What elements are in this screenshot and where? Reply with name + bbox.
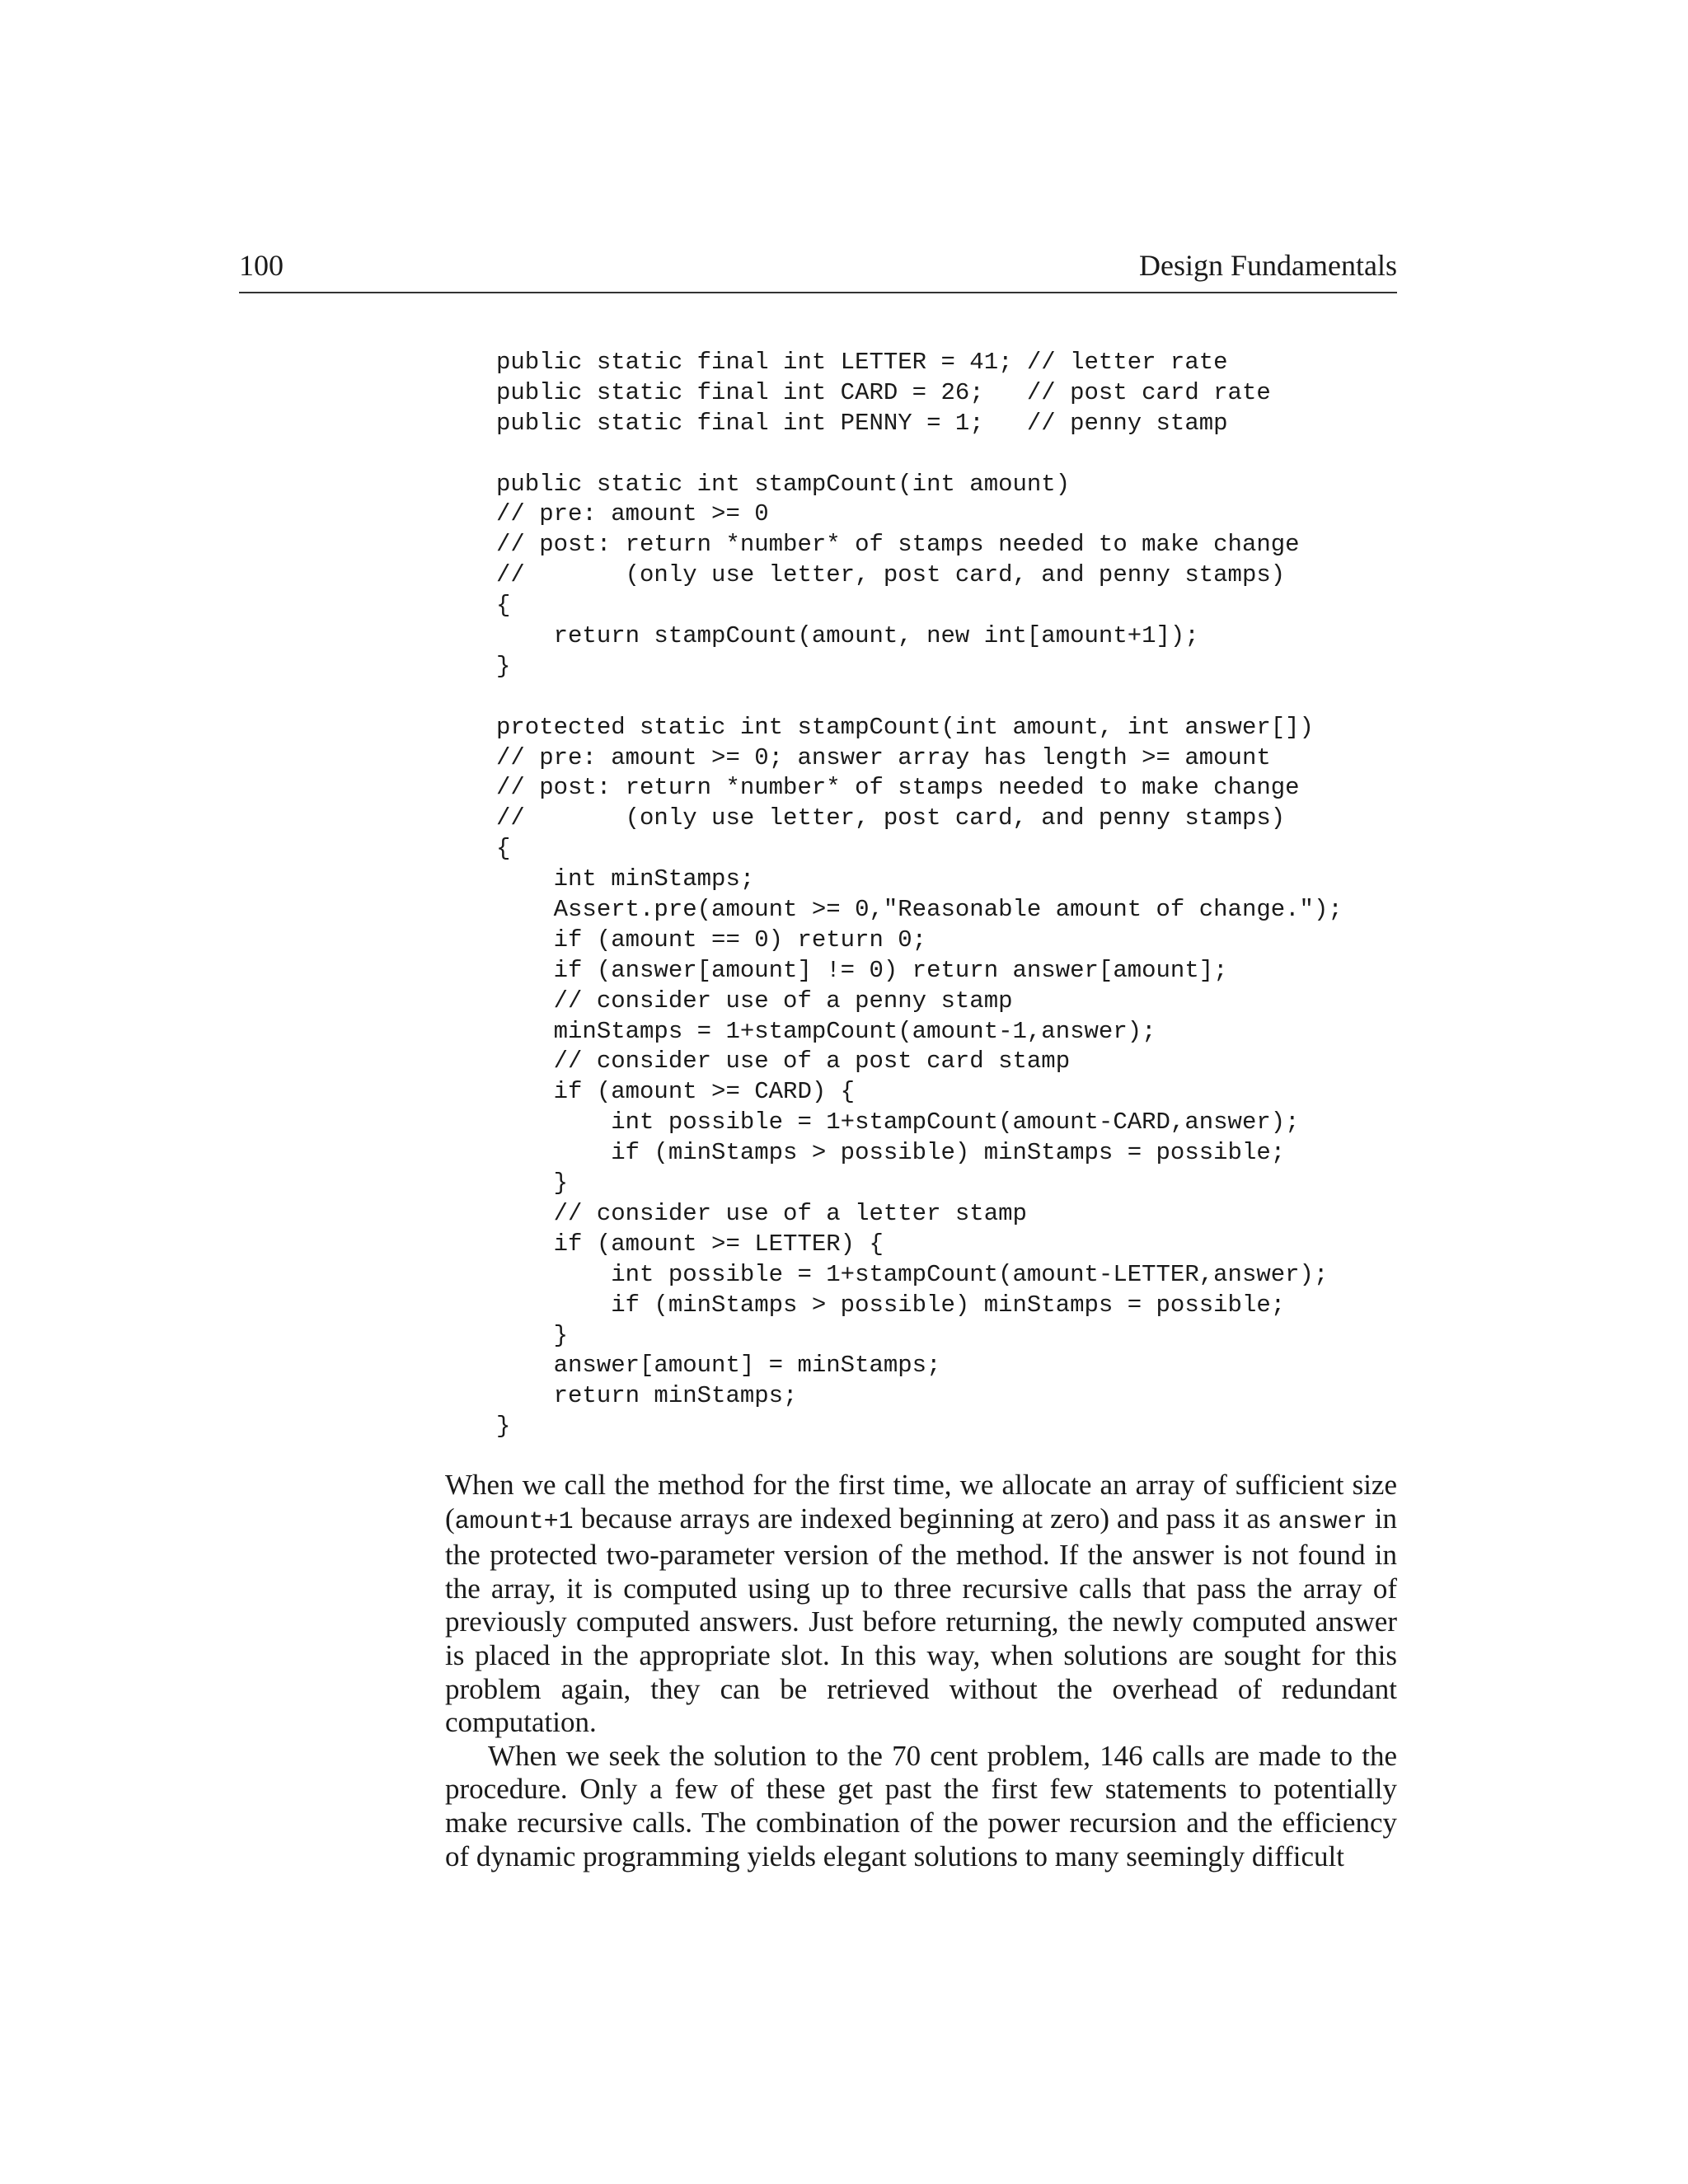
code-line: minStamps = 1+stampCount(amount-1,answer); (496, 1017, 1156, 1045)
paragraph-1 (445, 1469, 1397, 1740)
code-line: Assert.pre(amount >= 0,"Reasonable amount of change."); (496, 896, 1343, 924)
code-line: // consider use of a penny stamp (496, 987, 1013, 1015)
code-line: // pre: amount >= 0 (496, 500, 769, 528)
inline-code-answer: answer (1278, 1507, 1367, 1536)
body-text (445, 1469, 1397, 1873)
code-line: public static final int LETTER = 41; // letter rate (496, 349, 1228, 376)
page-number: 100 (239, 249, 284, 282)
code-line: protected static int stampCount(int amount, int answer[]) (496, 713, 1314, 741)
paragraph-1-text-c: in the protected two-parameter version of the method. If the answer is not found in the array, it is computed using up to three recursive calls that pass the array of previously computed answers. Just before returning, the newly computed answer is placed in the appropriate slot. In this way, when solutions are sought for this problem again, they can be retrieved without the overhead of redundant computation. (445, 1502, 1397, 1739)
code-line: if (answer[amount] != 0) return answer[amount]; (496, 956, 1228, 984)
code-line: return minStamps; (496, 1382, 798, 1410)
code-line (496, 682, 1343, 713)
code-line: answer[amount] = minStamps; (496, 1352, 941, 1380)
code-listing (496, 348, 1343, 1442)
code-line: if (amount >= LETTER) { (496, 1230, 884, 1258)
code-line: { (496, 592, 511, 620)
paragraph-2: When we seek the solution to the 70 cent problem, 146 calls are made to the procedure. Only a few of these get past the first few statements to potentially make recursive calls. The combination of the power recursion and the efficiency of dynamic programming yields elegant solutions to many seemingly difficult (445, 1739, 1397, 1872)
code-line: // (only use letter, post card, and penny stamps) (496, 804, 1286, 832)
running-title: Design Fundamentals (1139, 249, 1397, 282)
inline-code-amount-plus-one: amount+1 (454, 1507, 574, 1536)
code-line: // post: return *number* of stamps needed to make change (496, 774, 1300, 802)
code-line: if (minStamps > possible) minStamps = possible; (496, 1291, 1286, 1319)
code-line: public static int stampCount(int amount) (496, 470, 1071, 498)
code-line: public static final int CARD = 26; // post card rate (496, 378, 1271, 406)
code-line: // consider use of a post card stamp (496, 1047, 1071, 1076)
paragraph-1-text-a: When we call the method for the first time, we allocate an array of sufficient size ( (445, 1469, 1397, 1535)
code-line: if (amount == 0) return 0; (496, 926, 927, 954)
code-line: int possible = 1+stampCount(amount-CARD,answer); (496, 1108, 1300, 1137)
paragraph-1-text-b: because arrays are indexed beginning at zero) and pass it as (573, 1502, 1278, 1535)
code-line: // pre: amount >= 0; answer array has length >= amount (496, 743, 1271, 771)
code-line: int possible = 1+stampCount(amount-LETTER,answer); (496, 1260, 1329, 1288)
code-line: } (496, 1321, 569, 1349)
code-line: if (amount >= CARD) { (496, 1078, 856, 1106)
code-line: return stampCount(amount, new int[amount+1]); (496, 622, 1199, 650)
code-line: // consider use of a letter stamp (496, 1199, 1027, 1227)
code-line: } (496, 652, 511, 680)
code-line: // post: return *number* of stamps needed to make change (496, 531, 1300, 559)
page-header (239, 249, 1397, 293)
code-line: // (only use letter, post card, and penny stamps) (496, 561, 1286, 589)
code-line: } (496, 1413, 511, 1441)
code-line: } (496, 1169, 569, 1197)
code-line: { (496, 835, 511, 863)
code-line: public static final int PENNY = 1; // penny stamp (496, 409, 1228, 437)
code-line: int minStamps; (496, 865, 755, 893)
code-line: if (minStamps > possible) minStamps = possible; (496, 1139, 1286, 1167)
code-line (496, 439, 1343, 470)
